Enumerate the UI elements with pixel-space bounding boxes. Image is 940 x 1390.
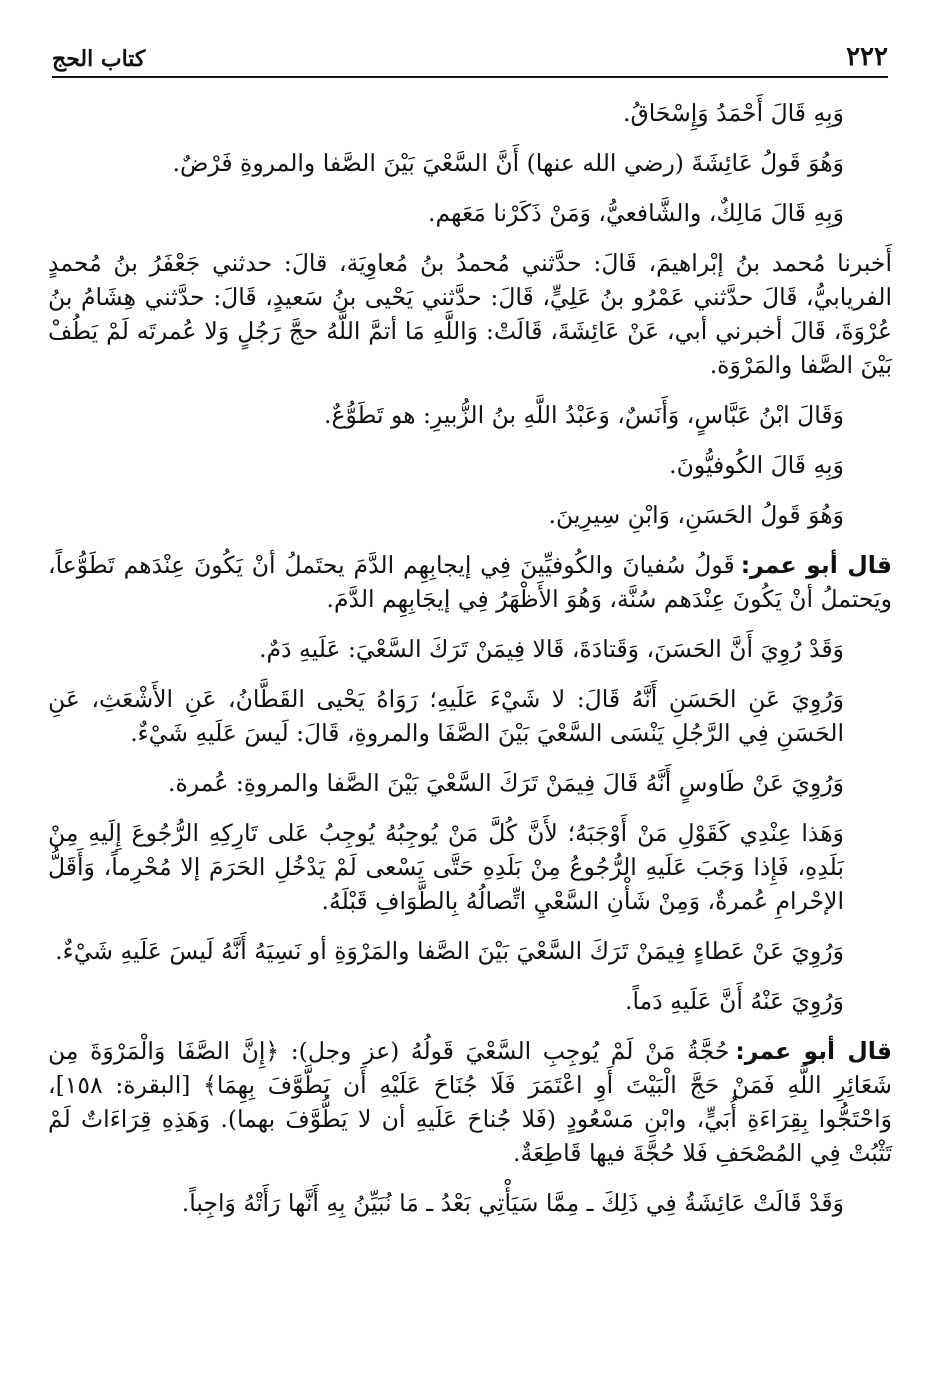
paragraph-text: أَخبرنا مُحمد بنُ إبْراهيمَ، قَالَ: حدَّثني مُحمدُ بنُ مُعاوِيَة، قالَ: حدثني جَعْفَرُ بنُ مُحمدٍ الفريابيُّ، قَالَ حدَّثني عَمْرُو بنُ عَلِيٍّ، قَالَ: حدَّثني يَحْيى بنُ سَعيدٍ، قَالَ: حدَّثني هِشَامُ بنُ عُرْوَةَ، قَالَ أخبرني أبي، عَنْ عَائِشَةَ، قَالَتْ: وَاللَّهِ مَا أتمَّ اللَّهُ حجَّ رَجُلٍ وَلا عُمرتَه لَمْ يَطُفْ بَيْنَ الصَّفا والمَرْوَة. [48, 249, 892, 379]
paragraph-text: وَقَدْ قَالَتْ عَائِشَةُ فِي ذَلِكَ ـ مِمَّا سَيَأْتِي بَعْدُ ـ مَا نُبَيِّنُ بِهِ أَنَّها رَأَتْهُ وَاجِباً. [181, 1189, 844, 1217]
paragraph [48, 246, 892, 382]
paragraph-text: وَقَدْ رُوِيَ أَنَّ الحَسَنَ، وَقَتادَةَ، قَالا فِيمَنْ تَرَكَ السَّعْيَ: عَلَيهِ دَمٌ. [259, 635, 844, 663]
paragraph-text: وَهَذا عِنْدِي كَقَوْلِ مَنْ أَوْجَبَهُ؛ لأَنَّ كُلَّ مَنْ يُوجِبُهُ يُوجِبُ عَلى تَارِكِهِ الرُّجُوعَ إِلَيهِ مِنْ بَلَدِهِ، فَإِذا وَجَبَ عَلَيهِ الرُّجُوعُ مِنْ بَلَدِهِ حَتَّى يَسْعى لَمْ يَدْخُلِ الحَرَمَ إلا مُحْرِماً، وَأَقَلُّ الإحْرامِ عُمرةٌ، وَمِنْ شَأْنِ السَّعْيِ اتِّصالُهُ بِالطَّوَافِ قَبْلَهُ. [48, 819, 844, 915]
paragraph [48, 632, 892, 666]
paragraph [48, 816, 892, 918]
paragraph [48, 146, 892, 180]
paragraph [48, 196, 892, 230]
paragraph-text: وَبِهِ قَالَ أَحْمَدُ وَإِسْحَاقُ. [623, 99, 844, 127]
paragraph-text: وَرُوِيَ عَنِ الحَسَنِ أَنَّهُ قَالَ: لا شَيْءَ عَلَيهِ؛ رَوَاهُ يَحْيى القَطَّانُ، عَنِ الأَشْعَثِ، عَنِ الحَسَنِ فِي الرَّجُلِ يَنْسَى السَّعْيَ بَيْنَ الصَّفَا والمروةِ، قَالَ: لَيسَ عَلَيهِ شَيْءٌ. [48, 685, 844, 747]
paragraph [48, 448, 892, 482]
paragraph [48, 498, 892, 532]
paragraph [48, 766, 892, 800]
paragraph-text: حُجَّةُ مَنْ لَمْ يُوجِبِ السَّعْيَ قَولُهُ (عز وجل): ﴿إِنَّ الصَّفَا وَالْمَرْوَةَ مِن شَعَائِرِ اللَّهِ فَمَنْ حَجَّ الْبَيْتَ أَوِ اعْتَمَرَ فَلَا جُنَاحَ عَلَيْهِ أَن يَطَّوَّفَ بِهِمَا﴾ [البقرة: ١٥٨]، وَاحْتَجُّوا بِقِرَاءَةِ أُبَيٍّ، وابْنِ مَسْعُودٍ (فَلا جُناحَ عَلَيهِ أن لا يَطُّوَّفَ بهما). وَهَذِهِ قِرَاءَاتٌ لَمْ تَثْبُتْ فِي المُصْحَفِ فَلا حُجَّةَ فيها قَاطِعَةٌ. [48, 1037, 892, 1167]
paragraph [48, 1186, 892, 1220]
chapter-title: كتاب الحج [52, 46, 146, 72]
paragraph-text: وَبِهِ قَالَ مَالِكٌ، والشَّافعيُّ، وَمَنْ ذَكَرْنا مَعَهم. [428, 199, 844, 227]
speaker-lead: قال أبو عمر: [735, 1037, 892, 1065]
paragraph-text: وَرُوِيَ عَنْهُ أَنَّ عَلَيهِ دَماً. [625, 987, 844, 1015]
paragraph-text: قَولُ سُفيانَ والكُوفيِّينَ فِي إيجابِهِم الدَّمَ يحتَملُ أنْ يَكُونَ عِنْدَهم تَطَوُّعاً، ويَحتملُ أنْ يَكُونَ عِنْدَهم سُنَّة، وَهُوَ الأَظْهَرُ فِي إيجَابِهِم الدَّمَ. [48, 551, 892, 613]
page-header [52, 38, 888, 78]
page-body [48, 96, 892, 1236]
paragraph [48, 398, 892, 432]
paragraph-text: وَقَالَ ابْنُ عَبَّاسٍ، وَأَنَسٌ، وَعَبْدُ اللَّهِ بنُ الزُّبيرِ: هو تَطَوُّعٌ. [324, 401, 844, 429]
paragraph [48, 984, 892, 1018]
page-number: ٢٢٢ [846, 42, 888, 72]
paragraph-text: وَهُوَ قَولُ عَائِشَةَ (رضي الله عنها) أَنَّ السَّعْيَ بَيْنَ الصَّفا والمروةِ فَرْضٌ. [172, 149, 844, 177]
paragraph [48, 682, 892, 750]
paragraph [48, 934, 892, 968]
paragraph [48, 96, 892, 130]
speaker-lead: قال أبو عمر: [740, 551, 892, 579]
paragraph-text: وَبِهِ قَالَ الكُوفيُّونَ. [669, 451, 844, 479]
paragraph [48, 548, 892, 616]
paragraph [48, 1034, 892, 1170]
paragraph-text: وَرُوِيَ عَنْ طَاوسٍ أَنَّهُ قَالَ فِيمَنْ تَرَكَ السَّعْيَ بَيْنَ الصَّفا والمروةِ: عُمرة. [168, 769, 844, 797]
paragraph-text: وَهُوَ قَولُ الحَسَنِ، وَابْنِ سِيرِينَ. [548, 501, 844, 529]
paragraph-text: وَرُوِيَ عَنْ عَطاءٍ فِيمَنْ تَرَكَ السَّعْيَ بَيْنَ الصَّفا والمَرْوَةِ أو نَسِيَهُ أَنَّهُ لَيسَ عَلَيهِ شَيْءٌ. [55, 937, 844, 965]
